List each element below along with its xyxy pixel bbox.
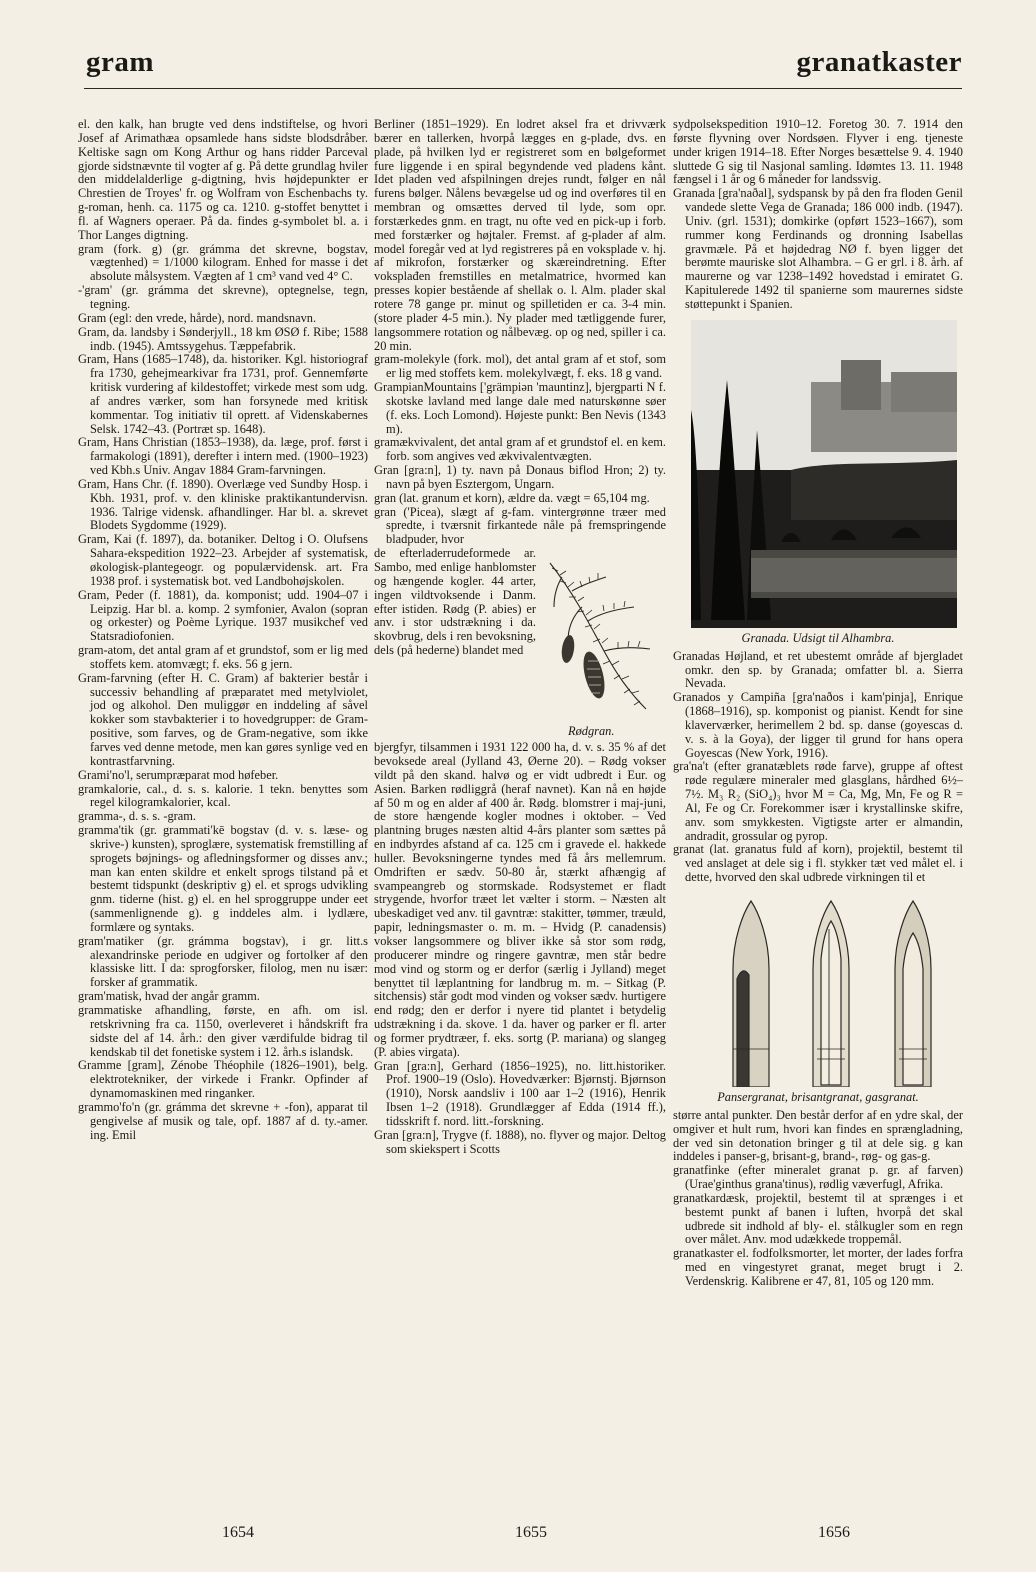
entry: granatkaster el. fodfolksmorter, let morter, der lades forfra med en vingestyret granat, meget brugt i 2. Verdenskrig. Kalibrene er 47, 81, 105 og 120 mm. [673, 1246, 963, 1288]
entry: gram-molekyle (fork. mol), det antal gram af et stof, som er lig med stoffets kem. molekylvægt, f. eks. 18 g vand. [374, 352, 666, 381]
entry: granatfinke (efter mineralet granat p. gr. af farven) (Urae'ginthus grana'tinus), rødlig væverfugl, Afrika. [673, 1163, 963, 1192]
shells-caption: Pansergranat, brisantgranat, gasgranat. [717, 1090, 919, 1104]
page-header [74, 44, 962, 92]
entry: Gran [gra:n], 1) ty. navn på Donaus biflod Hron; 2) ty. navn på byen Esztergom, Ungarn. [374, 463, 666, 491]
entry: Grami'no'l, serumpræparat mod høfeber. [78, 767, 279, 782]
entry: el. den kalk, han brugte ved dens indstiftelse, og hvori Josef af Arimathæa opsamlede hans sidste blodsdråber. Keltiske sagn om Kong Arthur og hans ridder Parceval gjorde sidstnævnte til vogter af g. På dette grundlag hviler den middelalderlige g-digtning, hvis højdepunkter er Chrestien de Troyes' fr. og Wolfram von Eschenbachs ty. g-roman, henh. ca. 1175 og ca. 1210. g-stoffet benyttet i fl. af Wagners operaer. På da. findes g-symbolet bl. a. i Thor Langes digtning. [78, 117, 368, 242]
entry: Gram (egl: den vrede, hårde), nord. mandsnavn. [78, 310, 317, 325]
entry: gramma-, d. s. s. -gram. [78, 809, 197, 824]
entry: større antal punkter. Den består derfor af en ydre skal, der omgiver et hult rum, hvori kan findes en sprængladning, der ved sin detonation bringer g til at dele sig. g kan inddeles i panser-g, brisant-g, brand-, røg- og gas-g. [673, 1107, 963, 1164]
entry: gram'matiker (gr. grámma bogstav), i gr. litt.s alexandrinske periode en udgiver og fortolker af den klassiske litt. I da: sprogforsker, filolog, men nu især: forsker af grammatik. [78, 933, 368, 990]
entry: bjergfyr, tilsammen i 1931 122 000 ha, d. v. s. 35 % af det bevoksede areal (Jylland 43, Øerne 20). – Rødg vokser vildt på den skand. halvø og er vidt udbredt i Eur. og Asien. Barken rødliggrå (heraf navnet). Kan nå en højde af 50 m og en alder af 400 år. Rødg. blomstrer i maj-juni, de store hængende kogler modnes i oktober. – Ved plantning bruges næsten altid 4-års planter som sættes på en indbyrdes afstand af ca. 125 cm i gravede el. hakkede huller. Bevoksningerne tyndes med få års mellemrum. Omdriften er sædv. 50-80 år, stærkt afhængig af svampeangreb og stormskade. Rodsystemet er fladt strygende, hvorfor træet let vælter i storm. – Næsten alt ubeskadiget ved anv. til gavntræ: stakitter, tømmer, træuld, papir, ledningsmaster o. m. m. – Hvidg (P. canadensis) vokser langsommere og bliver ikke så stor som rødg, producerer mindre og ringere gavntræ, men står bedre mod vind og storm og er derfor (særlig i Jylland) meget benyttet til læplantning for landbrug m. m. – Sitkag (P. sitchensis) står godt mod vinden og vokser sædv. hurtigere end rødg; den er derfor i nyere tid plantet i betydelig udstrækning i da. skove. 1 da. haver og parker er fl. arter og former prydtræer, f. eks. sortg (P. mariana) og slangeg (P. abies virgata). [374, 740, 666, 1059]
spruce-illustration [542, 551, 666, 739]
entry: Gram, Hans (1685–1748), da. historiker. Kgl. historiograf fra 1730, gehejmearkivar fra 1731, prof. Gennemførte kritisk vurdering af kildestoffet; virkede mest som udg. af andres værker, som han forsynede med kritisk kommentar. Tog initiativ til oprett. af Videnskabernes Selsk. 1742–43. (Portræt sp. 1648). [78, 352, 368, 436]
entry: gramma'tik (gr. grammati'kē bogstav (d. v. s. læse- og skrive-) kunsten), sproglære, systematisk fremstilling af sprogets bøjnings- og afledningsformer og disses anv.; man kan enten skildre et enkelt sprogs tilstand på et bestemt tidspunkt (deskriptiv g) el. et sprogs udvikling gnm. tiderne (hist. g) el. en hel sproggruppe under eet (sammenlignende g). g inddeles alm. i lydlære, formlære og syntaks. [78, 823, 368, 934]
entry: Gram, Peder (f. 1881), da. komponist; udd. 1904–07 i Leipzig. Har bl. a. komp. 2 symfonier, Avalon (sopran og orkester) og Poème Lyrique. 1937 musikchef ved Statsradiofonien. [78, 587, 368, 644]
entry: granatkardæsk, projektil, bestemt til at sprænges i et bestemt punkt af banen i luften, hvorpå det skal udbrede sit indhold af bly- el. stålkugler som en regn over målet. Anv. mod udækkede troppemål. [673, 1190, 963, 1247]
entry: -'gram' (gr. grámma det skrevne), optegnelse, tegn, tegning. [78, 283, 368, 311]
entry: Granadas Højland, et ret ubestemt område af bjergladet omkr. den sp. by Granada; omfatter bl. a. Sierra Nevada. [673, 648, 963, 691]
entry: Gram, Hans Christian (1853–1938), da. læge, prof. først i farmakologi (1891), derefter i intern med. (1900–1923) ved Kbh.s Univ. Angav 1884 Gram-farvningen. [78, 435, 368, 478]
entry: gram'matisk, hvad der angår gramm. [78, 989, 260, 1004]
entry: Gram-farvning (efter H. C. Gram) af bakterier består i successiv behandling af præparatet med metylviolet, jod og alkohol. Den muliggør en inddeling af såvel kokker som stavbakterier i to hovedgrupper: de Gram-positive, som farves, og de Gram-negative, som ikke farves ved denne metode, men kan gøres synlige ved en kontrastfarvning. [78, 670, 368, 768]
shells-illustration [713, 899, 943, 1087]
entry: gra'na't (efter granatæblets røde farve), gruppe af oftest røde regulære mineraler med glasglans, hårdhed 6½–7½. M₃ R₂ (SiO₄)₃ hvor M = Ca, Mg, Mn, Fe og R = Al, Fe og Cr. Forekommer især i krystallinske skifre, anv. som smykkesten. Vigtigste arter er almandin, andradit, grossular og pyrop. [673, 759, 963, 843]
entry: gran (lat. granum et korn), ældre da. vægt = 65,104 mg. [374, 490, 650, 505]
entry: Gramme [gram], Zénobe Théophile (1826–1901), belg. elektrotekniker, der virkede i Frankr. Opfinder af dynamomaskinen med ringanker. [78, 1058, 368, 1101]
page-number: 1656 [818, 1524, 850, 1541]
entry: grammo'fo'n (gr. grámma det skrevne + -fon), apparat til gengivelse af musik og tale, opf. 1887 af d. ty.-amer. ing. Emil [78, 1099, 368, 1142]
entry: gramækvivalent, det antal gram af et grundstof el. en kem. forb. som angives ved ækvivalentvægten. [374, 435, 666, 464]
alhambra-photo-icon [691, 320, 957, 628]
alhambra-caption: Granada. Udsigt til Alhambra. [741, 630, 895, 645]
spruce-caption: Rødgran. [568, 724, 615, 739]
entry: Gran [gra:n], Gerhard (1856–1925), no. litt.historiker. Prof. 1900–19 (Oslo). Hovedværker: Bjørnstj. Bjørnson (1910), Norsk aandsliv i 100 aar 1–2 (1916), Henrik Ibsen 1–2 (1918). Grundlægger af Edda (1914 ff.), tidsskrift f. nord. litt.-forskning. [374, 1058, 666, 1128]
column-3 [673, 118, 963, 1289]
entry: gram (fork. g) (gr. grámma det skrevne, bogstav, vægtenhed) = 1/1000 kilogram. Enhed for masse i det absolute målsystem. Vægten af 1 cm³ vand ved 4° C. [78, 241, 368, 284]
entry: Gram, Kai (f. 1897), da. botaniker. Deltog i O. Olufsens Sahara-ekspedition 1922–23. Arbejder af systematisk, økologisk-plantegeogr. og populærvidensk. art. Fra 1938 prof. i systematisk bot. ved Landbohøjskolen. [78, 532, 368, 588]
spruce-branch-icon [542, 551, 666, 721]
entry: granat (lat. granatus fuld af korn), projektil, bestemt til ved anslaget at dele sig i fl. stykker tæt ved målet el. i dette, hvorved den skal udbrede virkningen til et [673, 842, 963, 885]
entry: grammatiske afhandling, første, en afh. om isl. retskrivning fra ca. 1150, overleveret i håndskrift fra sidste del af 14. årh.: den giver værdifulde bidrag til kendskab til det fonetiske system i 12. årh.s islandsk. [78, 1003, 368, 1059]
running-head-right: granatkaster [796, 46, 962, 78]
spruce-wrap [374, 546, 666, 739]
entry-wrapped: de efterladerrudeformede ar. Sambo, med enlige hanblomster og hængende kogler. 44 arter, ingen vildtvoksende i Danm. efter istiden. Rødg (P. abies) er anv. i stor udstrækning i da. skovbrug, dels i ren bevoksning, dels (på hederne) blandet med [374, 546, 536, 658]
entry: sydpolsekspedition 1910–12. Foretog 30. 7. 1914 den første flyvning over Nordsøen. Flyver i eng. tjeneste under krigen 1914–18. Efter Norges besættelse 9. 4. 1940 sluttede G sig til Nasjonal samling. Idømtes 13. 11. 1948 fængsel i 1 år og 6 måneder for landssvig. [673, 117, 963, 187]
column-2 [374, 118, 666, 1156]
header-rule [84, 88, 962, 89]
page-number: 1655 [515, 1524, 547, 1541]
entry: gram-atom, det antal gram af et grundstof, som er lig med stoffets kem. atomvægt; f. eks. 56 g jern. [78, 643, 368, 671]
page-number: 1654 [222, 1524, 254, 1541]
entry: gramkalorie, cal., d. s. s. kalorie. 1 tekn. benyttes som regel kilogramkalorier, kcal. [78, 781, 368, 810]
entry: Gran [gra:n], Trygve (f. 1888), no. flyver og major. Deltog som skiekspert i Scotts [374, 1127, 666, 1156]
running-head-left: gram [86, 46, 155, 78]
alhambra-photo [691, 320, 957, 628]
entry: GrampianMountains ['grämpiən 'mauntinz], bjergparti N f. skotske lavland med lange dale med naturskønne søer (f. eks. Loch Lomond). Højeste punkt: Ben Nevis (1343 m). [374, 380, 666, 436]
entry: Gram, da. landsby i Sønderjyll., 18 km ØSØ f. Ribe; 1588 indb. (1945). Amtssygehus. Tæppefabrik. [78, 324, 368, 353]
entry: Granados y Campiña [gra'naðos i kam'pinja], Enrique (1868–1916), sp. komponist og pianist. Kendt for sine klaverværker, herimellem 2 bd. sp. danse (goyescas d. v. s. à la Goya), der ligger til grund for hans opera Goyescas (New York, 1916). [673, 690, 963, 760]
entry: Granada [gra'naðal], sydspansk by på den fra floden Genil vandede slette Vega de Granada; 186 000 indb. (1947). Univ. (grl. 1531); domkirke (opført 1523–1667), som rummer kong Ferdinands og dronning Isabellas gravmæle. På et højdedrag NØ f. byen ligger det berømte mauriske slot Alhambra. – G er grl. i 8. årh. af maurerne og var 1238–1492 hovedstad i emiratet G. Kapitulerede 1492 til spanierne som maurernes sidste støttepunkt i Spanien. [673, 186, 963, 311]
column-1 [78, 118, 368, 1142]
entry: Gram, Hans Chr. (f. 1890). Overlæge ved Sundby Hosp. i Kbh. 1931, prof. v. den kliniske praktikantundervisn. 1936. Talrige vidensk. afhandlinger. Har bl. a. skrevet Blodets Sygdomme (1929). [78, 476, 368, 533]
shells-icon [713, 899, 943, 1087]
entry: Berliner (1851–1929). En lodret aksel fra et drivværk bærer en tallerken, hvorpå lægges en g-plade, dvs. en plade, på hvilken lyd er registreret som en bølgeformet fure liggende i en spiral begyndende ved pladens kånt. Idet pladen ved afspilningen drejes rundt, følger en nål furens bølger. Nålens bevægelse ud og ind overføres til en membran og omsættes derved til lyde, som opr. forstærkedes gnm. en tragt, nu ofte ved en pick-up i forb. med forstærker og højtaler. Fremst. af g-plader af alm. model foregår ved at lyd registreres på en voksplade v. hj. af mikrofon, forstærker og skæreindretning. Efter voksplađen fremstilles en metalmatrice, hvormed kan presses kopier bestående af shellak o. l. Alm. plader skal rotere 78 gange pr. minut og spilletiden er ca. 3-4 min. (store plader 4-5 min.). Ny plader med tætliggende furer, langsommere rotation og nålbevæg. op og ned, spiller i ca. 20 min. [374, 117, 666, 353]
entry: gran ('Picea), slægt af g-fam. vintergrønne træer med spredte, i tværsnit firkantede nåle på fremspringende bladpuder, hvor [374, 504, 666, 547]
